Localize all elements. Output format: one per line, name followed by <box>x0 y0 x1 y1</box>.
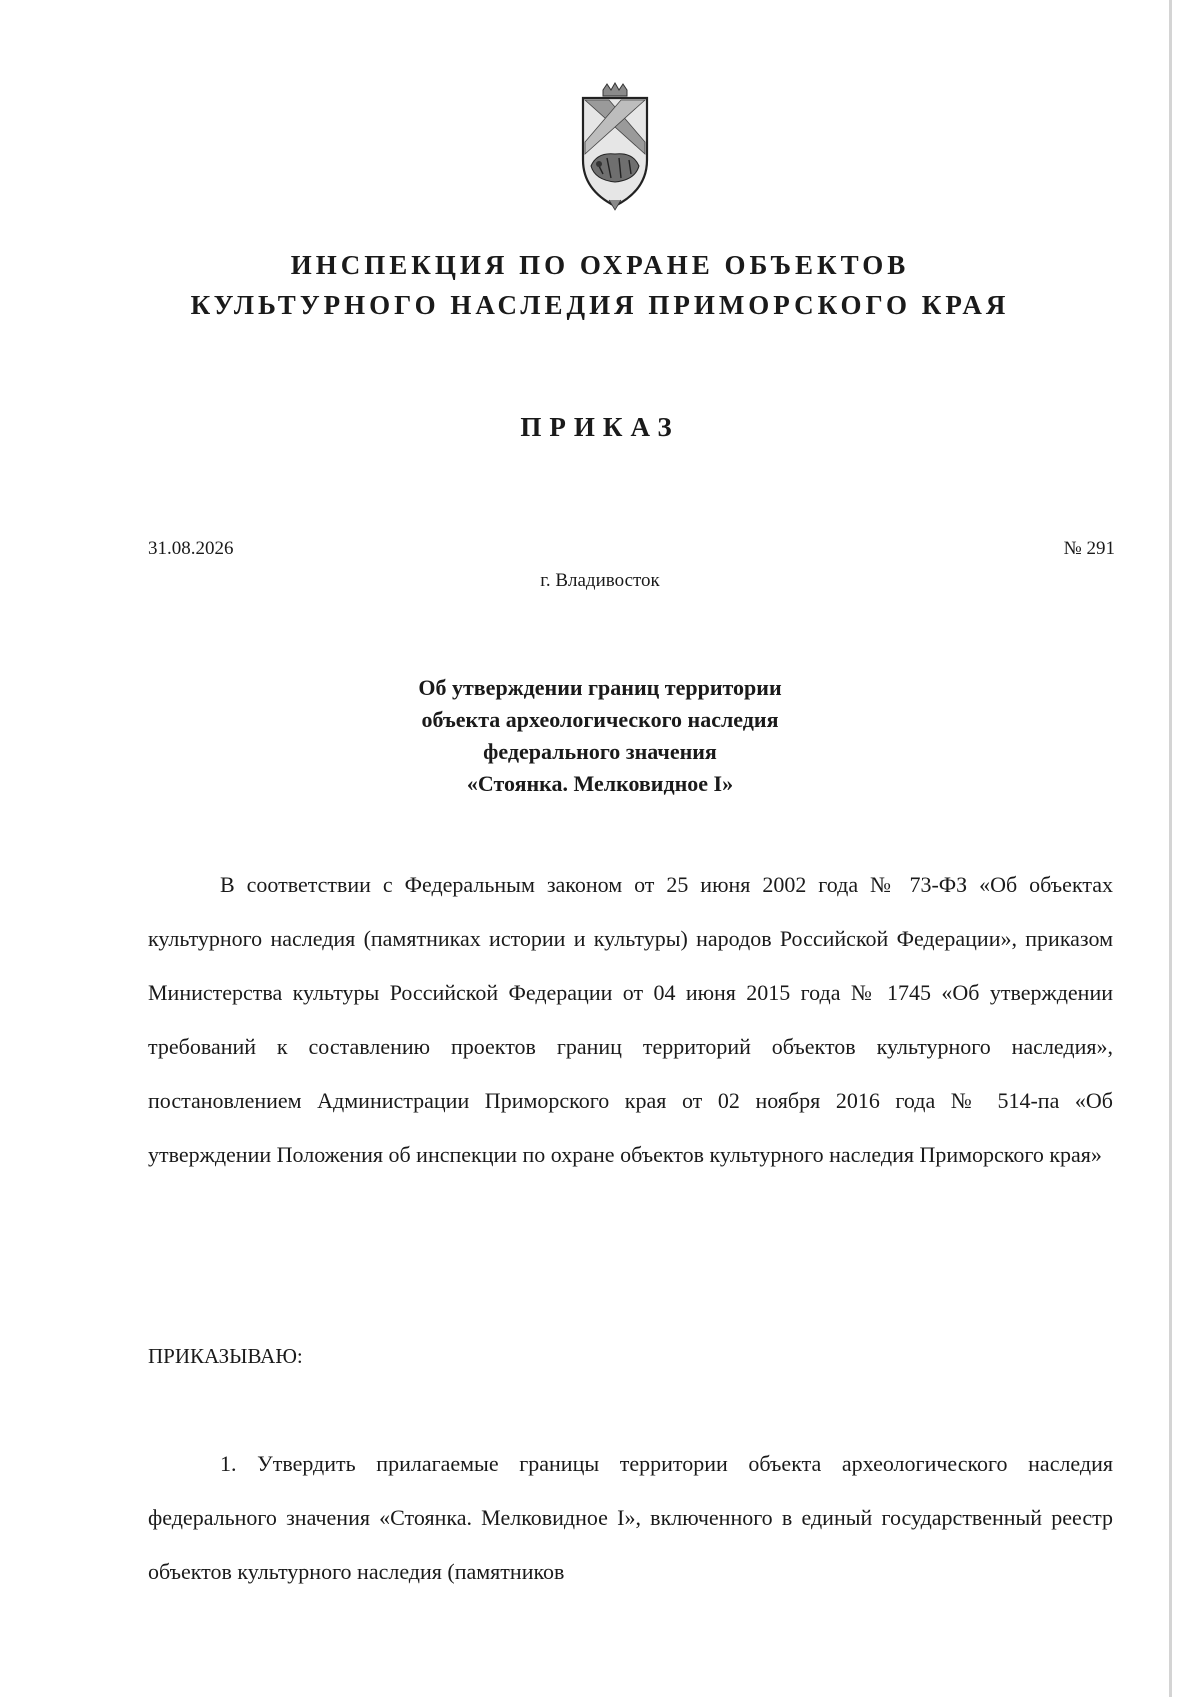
order-word: ПРИКАЗЫВАЮ: <box>148 1344 303 1368</box>
preamble-paragraph: В соответствии с Федеральным законом от 25 июня 2002 года № 73-ФЗ «Об объектах культурного наследия (памятниках истории и культуры) народов Российской Федерации», приказом Министерства культуры Российской Федерации от 04 июня 2015 года № 1745 «Об утверждении требований к составлению проектов границ территорий объектов культурного наследия», постановлением Администрации Приморского края от 02 ноября 2016 года № 514-па «Об утверждении Положения об инспекции по охране объектов культурного наследия Приморского края» <box>148 872 1113 1167</box>
document-title <box>0 672 1200 800</box>
document-number: № 291 <box>1063 538 1115 559</box>
document-title-line-3: федерального значения <box>483 739 717 764</box>
organization-name-line-2: КУЛЬТУРНОГО НАСЛЕДИЯ ПРИМОРСКОГО КРАЯ <box>190 290 1010 320</box>
document-type-heading: ПРИКАЗ <box>520 412 680 442</box>
document-city: г. Владивосток <box>540 570 660 591</box>
document-title-line-2: объекта археологического наследия <box>421 707 779 732</box>
organization-name-line-1: ИНСПЕКЦИЯ ПО ОХРАНЕ ОБЪЕКТОВ <box>290 250 910 280</box>
document-title-line-4: «Стоянка. Мелковидное I» <box>466 771 734 796</box>
document-title-line-1: Об утверждении границ территории <box>418 675 782 700</box>
order-item-1: 1. Утвердить прилагаемые границы территории объекта археологического наследия федерального значения «Стоянка. Мелковидное I», включенного в единый государственный реестр объектов культурного наследия (памятников <box>148 1451 1113 1584</box>
document-date: 31.08.2026 <box>148 538 234 559</box>
coat-of-arms-emblem <box>575 82 655 212</box>
